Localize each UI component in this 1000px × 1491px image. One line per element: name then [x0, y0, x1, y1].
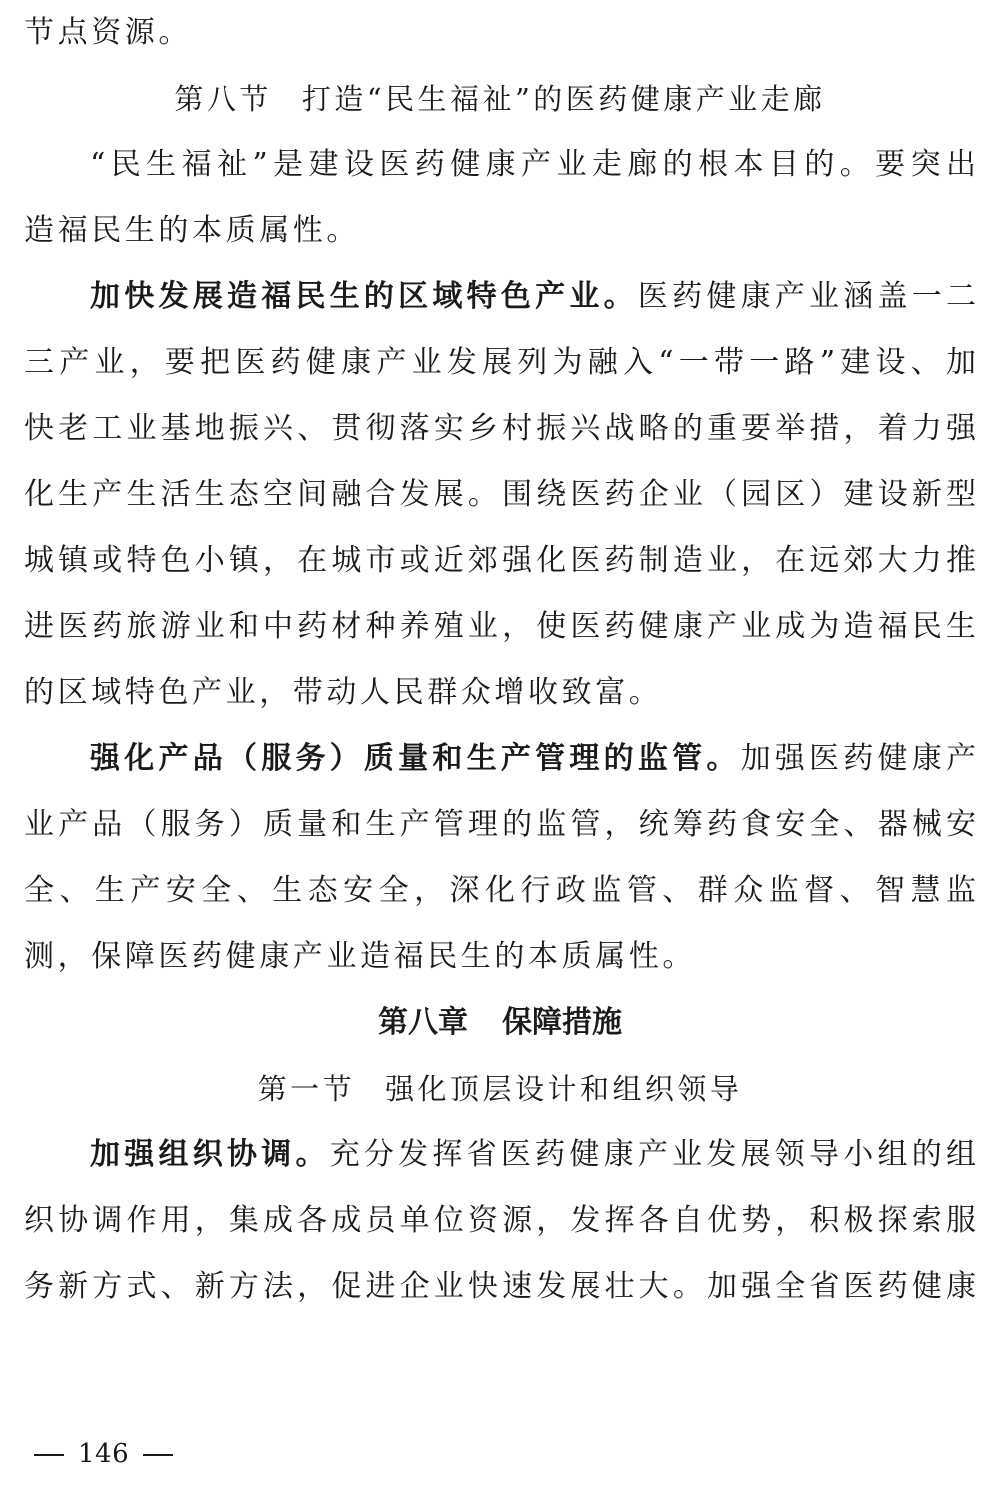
text-line: 快老工业基地振兴、贯彻落实乡村振兴战略的重要举措，着力强 [24, 411, 976, 446]
page-footer [34, 1436, 187, 1472]
text-line: 节点资源。 [24, 15, 192, 50]
lead-rest: 加强医药健康产 [740, 741, 977, 776]
text-line: 测，保障医药健康产业造福民生的本质属性。 [24, 939, 696, 974]
document-page [24, 0, 976, 1320]
section-title: 强化顶层设计和组织领导 [385, 1072, 743, 1106]
paragraph-lead-line [24, 264, 976, 330]
text-line: 造福民生的本质属性。 [24, 213, 360, 248]
section-heading-1 [24, 1056, 976, 1122]
paragraph-lead-line [24, 1122, 976, 1188]
section-title: 打造“民生福祉”的医药健康产业走廊 [301, 82, 826, 116]
section-number: 第一节 [257, 1072, 356, 1106]
lead-rest: 充分发挥省医药健康产业发展领导小组的组 [329, 1137, 977, 1172]
text-line: 城镇或特色小镇，在城市或近郊强化医药制造业，在远郊大力推 [24, 543, 976, 578]
text-line: 的区域特色产业，带动人民群众增收致富。 [24, 675, 663, 710]
chapter-number: 第八章 [378, 1005, 468, 1040]
bold-lead: 加强组织协调。 [90, 1137, 330, 1172]
chapter-title: 保障措施 [502, 1005, 622, 1040]
section-number: 第八节 [174, 82, 272, 116]
chapter-heading-8 [24, 990, 976, 1056]
text-line: 务新方式、新方法，促进企业快速发展壮大。加强全省医药健康 [24, 1269, 976, 1304]
text-line: 全、生产安全、生态安全，深化行政监管、群众监督、智慧监 [24, 873, 976, 908]
text-line: 进医药旅游业和中药材种养殖业，使医药健康产业成为造福民生 [24, 609, 976, 644]
text-line: “民生福祉”是建设医药健康产业走廊的根本目的。要突出 [90, 147, 976, 182]
dash-left [34, 1454, 64, 1456]
bold-lead: 加快发展造福民生的区域特色产业。 [90, 279, 638, 314]
text-line: 化生产生活生态空间融合发展。围绕医药企业（园区）建设新型 [24, 477, 976, 512]
dash-right [143, 1454, 173, 1456]
page-number: 146 [78, 1439, 130, 1469]
text-line: 三产业，要把医药健康产业发展列为融入“一带一路”建设、加 [24, 345, 976, 380]
section-heading-8 [24, 66, 976, 132]
paragraph-lead-line [24, 726, 976, 792]
text-line: 织协调作用，集成各成员单位资源，发挥各自优势，积极探索服 [24, 1203, 976, 1238]
text-line: 业产品（服务）质量和生产管理的监管，统筹药食安全、器械安 [24, 807, 976, 842]
bold-lead: 强化产品（服务）质量和生产管理的监管。 [90, 741, 741, 776]
lead-rest: 医药健康产业涵盖一二 [637, 279, 977, 314]
